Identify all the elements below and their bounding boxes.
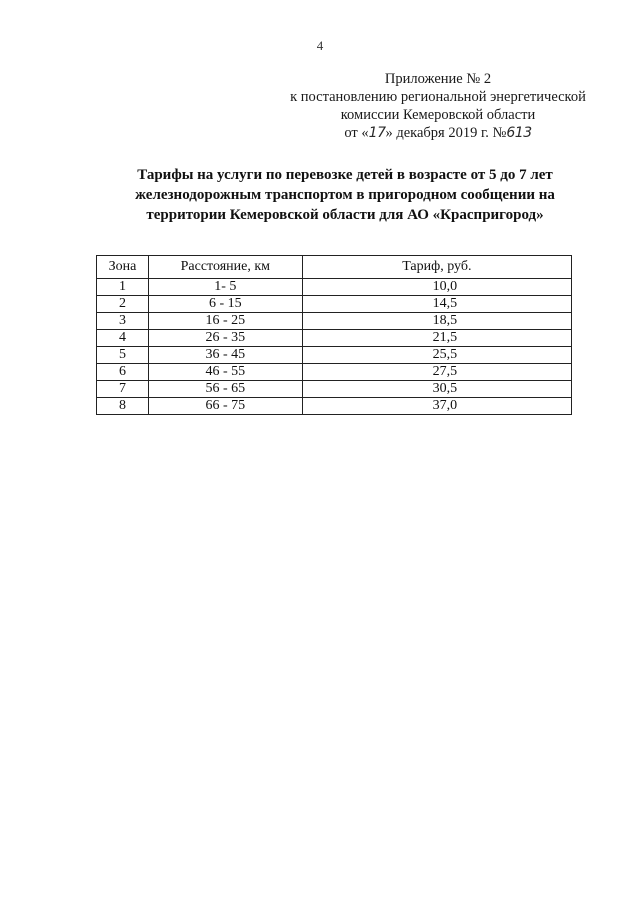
header-distance: Расстояние, км [148, 256, 302, 279]
distance-cell: 46 - 55 [148, 364, 302, 381]
distance-cell: 56 - 65 [148, 381, 302, 398]
distance-cell: 6 - 15 [148, 296, 302, 313]
appendix-line-1: Приложение № 2 [384, 71, 492, 87]
zone-cell: 3 [97, 313, 149, 330]
table-row [97, 364, 572, 381]
tariff-cell: 30,5 [302, 381, 571, 398]
table-row [97, 296, 572, 313]
tariff-cell: 27,5 [302, 364, 571, 381]
table-row [97, 313, 572, 330]
table-row [97, 381, 572, 398]
appendix-header [278, 70, 598, 142]
header-zone: Зона [97, 256, 149, 279]
zone-cell: 6 [97, 364, 149, 381]
distance-cell: 36 - 45 [148, 347, 302, 364]
tariff-cell: 21,5 [302, 330, 571, 347]
zone-cell: 5 [97, 347, 149, 364]
appendix-line-3: комиссии Кемеровской области [340, 107, 536, 123]
document-title [110, 165, 580, 225]
tariff-table [96, 255, 572, 415]
handwritten-number: 613 [506, 125, 532, 141]
page-number: 4 [316, 38, 324, 53]
title-line-3: территории Кемеровской области для АО «Краспригород» [146, 207, 544, 223]
zone-cell: 8 [97, 398, 149, 415]
appendix-line-4 [278, 124, 598, 142]
table-header-row [97, 256, 572, 279]
tariff-cell: 25,5 [302, 347, 571, 364]
table-row [97, 347, 572, 364]
table-row [97, 398, 572, 415]
zone-cell: 7 [97, 381, 149, 398]
table-row [97, 330, 572, 347]
tariff-cell: 10,0 [302, 279, 571, 296]
handwritten-day: 17 [368, 125, 386, 141]
title-line-1: Тарифы на услуги по перевозке детей в возрасте от 5 до 7 лет [137, 167, 553, 183]
zone-cell: 1 [97, 279, 149, 296]
distance-cell: 16 - 25 [148, 313, 302, 330]
distance-cell: 26 - 35 [148, 330, 302, 347]
date-prefix: от « [344, 125, 369, 141]
title-line-2: железнодорожным транспортом в пригородном сообщении на [135, 187, 555, 203]
distance-cell: 1- 5 [148, 279, 302, 296]
header-tariff: Тариф, руб. [302, 256, 571, 279]
table-row [97, 279, 572, 296]
appendix-line-2: к постановлению региональной энергетической [290, 89, 586, 105]
distance-cell: 66 - 75 [148, 398, 302, 415]
tariff-cell: 14,5 [302, 296, 571, 313]
tariff-cell: 18,5 [302, 313, 571, 330]
zone-cell: 4 [97, 330, 149, 347]
tariff-cell: 37,0 [302, 398, 571, 415]
date-middle: » декабря 2019 г. № [385, 125, 507, 141]
zone-cell: 2 [97, 296, 149, 313]
